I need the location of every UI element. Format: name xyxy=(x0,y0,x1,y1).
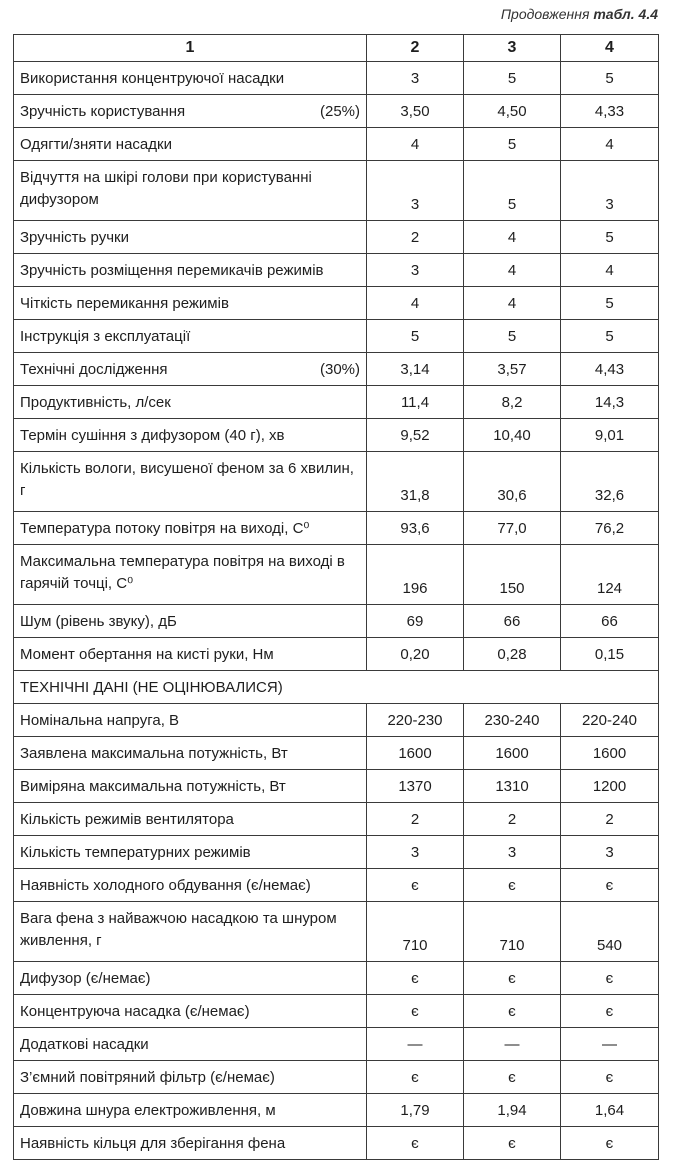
row-label: Наявність кільця для зберігання фена xyxy=(20,1134,286,1152)
value-cell: є xyxy=(367,962,464,995)
row-label-cell xyxy=(14,995,367,1028)
row-label-cell xyxy=(14,419,367,452)
row-label: Продуктивність, л/сек xyxy=(20,393,171,411)
row-label-cell xyxy=(14,353,367,386)
row-label: Момент обертання на кисті руки, Нм xyxy=(20,645,274,663)
row-label: Відчуття на шкірі голови при користуванні дифузором xyxy=(20,169,312,208)
value-cell: є xyxy=(464,995,561,1028)
row-label: Одягти/зняти насадки xyxy=(20,135,172,153)
value-cell: 2 xyxy=(367,221,464,254)
value-cell: є xyxy=(464,869,561,902)
row-label: Чіткість перемикання режимів xyxy=(20,294,229,312)
value-cell: 540 xyxy=(561,902,659,962)
value-cell: 3 xyxy=(464,836,561,869)
row-label: Температура потоку повітря на виході, С⁰ xyxy=(20,520,310,537)
table-body xyxy=(14,62,659,1160)
row-label: Наявність холодного обдування (є/немає) xyxy=(20,876,311,894)
value-cell: 3 xyxy=(367,836,464,869)
row-label-cell xyxy=(14,902,367,962)
row-label-cell xyxy=(14,869,367,902)
row-label-cell xyxy=(14,704,367,737)
value-cell: — xyxy=(561,1028,659,1061)
table-row xyxy=(14,1061,659,1094)
section-heading: ТЕХНІЧНІ ДАНІ (НЕ ОЦІНЮВАЛИСЯ) xyxy=(14,671,659,704)
value-cell: 11,4 xyxy=(367,386,464,419)
value-cell: 31,8 xyxy=(367,452,464,512)
table-row xyxy=(14,320,659,353)
value-cell: 76,2 xyxy=(561,512,659,545)
section-row xyxy=(14,671,659,704)
value-cell: 0,28 xyxy=(464,638,561,671)
row-label: Шум (рівень звуку), дБ xyxy=(20,612,177,630)
value-cell: 3,50 xyxy=(367,95,464,128)
value-cell: 3 xyxy=(367,161,464,221)
row-label: Максимальна температура повітря на виході в гарячій точці, С⁰ xyxy=(20,553,345,592)
value-cell: 1200 xyxy=(561,770,659,803)
value-cell: 8,2 xyxy=(464,386,561,419)
value-cell: 5 xyxy=(561,287,659,320)
table-row xyxy=(14,62,659,95)
table-row xyxy=(14,419,659,452)
value-cell: є xyxy=(367,995,464,1028)
value-cell: 77,0 xyxy=(464,512,561,545)
value-cell: 1,79 xyxy=(367,1094,464,1127)
value-cell: 9,52 xyxy=(367,419,464,452)
row-label-cell xyxy=(14,62,367,95)
value-cell: 2 xyxy=(367,803,464,836)
row-label: Зручність ручки xyxy=(20,228,129,246)
table-row xyxy=(14,638,659,671)
table-row xyxy=(14,512,659,545)
row-label-cell xyxy=(14,1061,367,1094)
value-cell: 5 xyxy=(464,320,561,353)
value-cell: 5 xyxy=(561,221,659,254)
value-cell: 4,33 xyxy=(561,95,659,128)
value-cell: 3 xyxy=(561,836,659,869)
value-cell: 1,64 xyxy=(561,1094,659,1127)
table-row xyxy=(14,95,659,128)
value-cell: 5 xyxy=(464,161,561,221)
value-cell: є xyxy=(367,869,464,902)
row-label: Кількість вологи, висушеної феном за 6 хвилин, г xyxy=(20,460,354,499)
row-label-cell xyxy=(14,737,367,770)
value-cell: 3,14 xyxy=(367,353,464,386)
row-label-cell xyxy=(14,161,367,221)
table-row xyxy=(14,704,659,737)
value-cell: 66 xyxy=(561,605,659,638)
value-cell: 220-240 xyxy=(561,704,659,737)
value-cell: 1600 xyxy=(367,737,464,770)
value-cell: є xyxy=(561,1061,659,1094)
row-label-cell xyxy=(14,254,367,287)
value-cell: 4,50 xyxy=(464,95,561,128)
table-row xyxy=(14,1094,659,1127)
value-cell: є xyxy=(367,1061,464,1094)
value-cell: 1370 xyxy=(367,770,464,803)
table-row xyxy=(14,836,659,869)
table-row xyxy=(14,287,659,320)
value-cell: 0,20 xyxy=(367,638,464,671)
value-cell: 32,6 xyxy=(561,452,659,512)
table-row xyxy=(14,1127,659,1160)
caption-prefix: Продовження xyxy=(500,6,590,22)
row-label: Зручність розміщення перемикачів режимів xyxy=(20,261,324,279)
value-cell: 69 xyxy=(367,605,464,638)
row-label-cell xyxy=(14,803,367,836)
weight-percent: (25%) xyxy=(319,102,360,120)
value-cell: 2 xyxy=(464,803,561,836)
value-cell: є xyxy=(464,1061,561,1094)
value-cell: є xyxy=(561,995,659,1028)
table-row xyxy=(14,545,659,605)
caption-table-label: табл. 4.4 xyxy=(593,6,658,22)
row-label: Кількість режимів вентилятора xyxy=(20,810,234,828)
value-cell: 4 xyxy=(561,128,659,161)
row-label: Термін сушіння з дифузором (40 г), хв xyxy=(20,426,285,444)
row-label-cell xyxy=(14,512,367,545)
value-cell: 1,94 xyxy=(464,1094,561,1127)
value-cell: 66 xyxy=(464,605,561,638)
row-label-cell xyxy=(14,221,367,254)
row-label-cell xyxy=(14,836,367,869)
value-cell: 5 xyxy=(561,62,659,95)
row-label-cell xyxy=(14,962,367,995)
table-row xyxy=(14,221,659,254)
row-label: Кількість температурних режимів xyxy=(20,843,251,861)
row-label-cell xyxy=(14,605,367,638)
value-cell: 1310 xyxy=(464,770,561,803)
row-label: Вага фена з найважчою насадкою та шнуром живлення, г xyxy=(20,910,337,949)
table-row xyxy=(14,995,659,1028)
value-cell: 4 xyxy=(367,287,464,320)
row-label: Використання концентруючої насадки xyxy=(20,69,285,87)
value-cell: 710 xyxy=(367,902,464,962)
row-label-cell xyxy=(14,638,367,671)
value-cell: 9,01 xyxy=(561,419,659,452)
table-row xyxy=(14,605,659,638)
value-cell: 14,3 xyxy=(561,386,659,419)
table-row xyxy=(14,803,659,836)
table-row xyxy=(14,869,659,902)
table-row xyxy=(14,1028,659,1061)
row-label: Дифузор (є/немає) xyxy=(20,969,151,987)
row-label: Концентруюча насадка (є/немає) xyxy=(20,1002,250,1020)
value-cell: 150 xyxy=(464,545,561,605)
value-cell: 3 xyxy=(367,254,464,287)
value-cell: 1600 xyxy=(561,737,659,770)
row-label-cell xyxy=(14,1094,367,1127)
value-cell: 3,57 xyxy=(464,353,561,386)
row-label: З’ємний повітряний фільтр (є/немає) xyxy=(20,1068,275,1086)
value-cell: 5 xyxy=(367,320,464,353)
value-cell: 1600 xyxy=(464,737,561,770)
row-label-cell xyxy=(14,320,367,353)
value-cell: 4 xyxy=(561,254,659,287)
row-label: Довжина шнура електроживлення, м xyxy=(20,1101,276,1119)
row-label-cell xyxy=(14,452,367,512)
table-row xyxy=(14,962,659,995)
value-cell: 4,43 xyxy=(561,353,659,386)
row-label: Виміряна максимальна потужність, Вт xyxy=(20,777,286,795)
row-label-cell xyxy=(14,1028,367,1061)
header-cell: 4 xyxy=(561,35,659,62)
value-cell: 230-240 xyxy=(464,704,561,737)
value-cell: 10,40 xyxy=(464,419,561,452)
value-cell: є xyxy=(561,869,659,902)
row-label: Номінальна напруга, В xyxy=(20,711,180,729)
value-cell: 4 xyxy=(367,128,464,161)
header-cell: 3 xyxy=(464,35,561,62)
value-cell: 3 xyxy=(367,62,464,95)
table-row xyxy=(14,452,659,512)
row-label: Зручність користування xyxy=(20,102,186,120)
value-cell: 5 xyxy=(561,320,659,353)
value-cell: 124 xyxy=(561,545,659,605)
header-cell: 1 xyxy=(14,35,367,62)
row-label-cell xyxy=(14,128,367,161)
value-cell: є xyxy=(367,1127,464,1160)
row-label: Інструкція з експлуатації xyxy=(20,327,191,345)
row-label: Додаткові насадки xyxy=(20,1035,149,1053)
value-cell: 4 xyxy=(464,254,561,287)
row-label-cell xyxy=(14,95,367,128)
value-cell: 5 xyxy=(464,128,561,161)
value-cell: 220-230 xyxy=(367,704,464,737)
header-cell: 2 xyxy=(367,35,464,62)
value-cell: 5 xyxy=(464,62,561,95)
table-row xyxy=(14,128,659,161)
row-label-cell xyxy=(14,770,367,803)
value-cell: 196 xyxy=(367,545,464,605)
value-cell: — xyxy=(464,1028,561,1061)
value-cell: — xyxy=(367,1028,464,1061)
value-cell: 3 xyxy=(561,161,659,221)
table-row xyxy=(14,353,659,386)
table-row xyxy=(14,737,659,770)
row-label: Технічні дослідження xyxy=(20,360,168,378)
table-row xyxy=(14,770,659,803)
value-cell: 0,15 xyxy=(561,638,659,671)
table-row xyxy=(14,254,659,287)
weight-percent: (30%) xyxy=(319,360,360,378)
header-row xyxy=(14,35,659,62)
row-label: Заявлена максимальна потужність, Вт xyxy=(20,744,288,762)
row-label-cell xyxy=(14,287,367,320)
value-cell: 30,6 xyxy=(464,452,561,512)
value-cell: 2 xyxy=(561,803,659,836)
value-cell: 710 xyxy=(464,902,561,962)
value-cell: є xyxy=(561,1127,659,1160)
value-cell: 4 xyxy=(464,287,561,320)
row-label-cell xyxy=(14,386,367,419)
table-caption xyxy=(501,6,658,22)
row-label-cell xyxy=(14,545,367,605)
table-row xyxy=(14,161,659,221)
value-cell: 4 xyxy=(464,221,561,254)
row-label-cell xyxy=(14,1127,367,1160)
value-cell: 93,6 xyxy=(367,512,464,545)
table-row xyxy=(14,386,659,419)
value-cell: є xyxy=(464,1127,561,1160)
table-row xyxy=(14,902,659,962)
value-cell: є xyxy=(464,962,561,995)
value-cell: є xyxy=(561,962,659,995)
comparison-table xyxy=(13,34,659,1160)
